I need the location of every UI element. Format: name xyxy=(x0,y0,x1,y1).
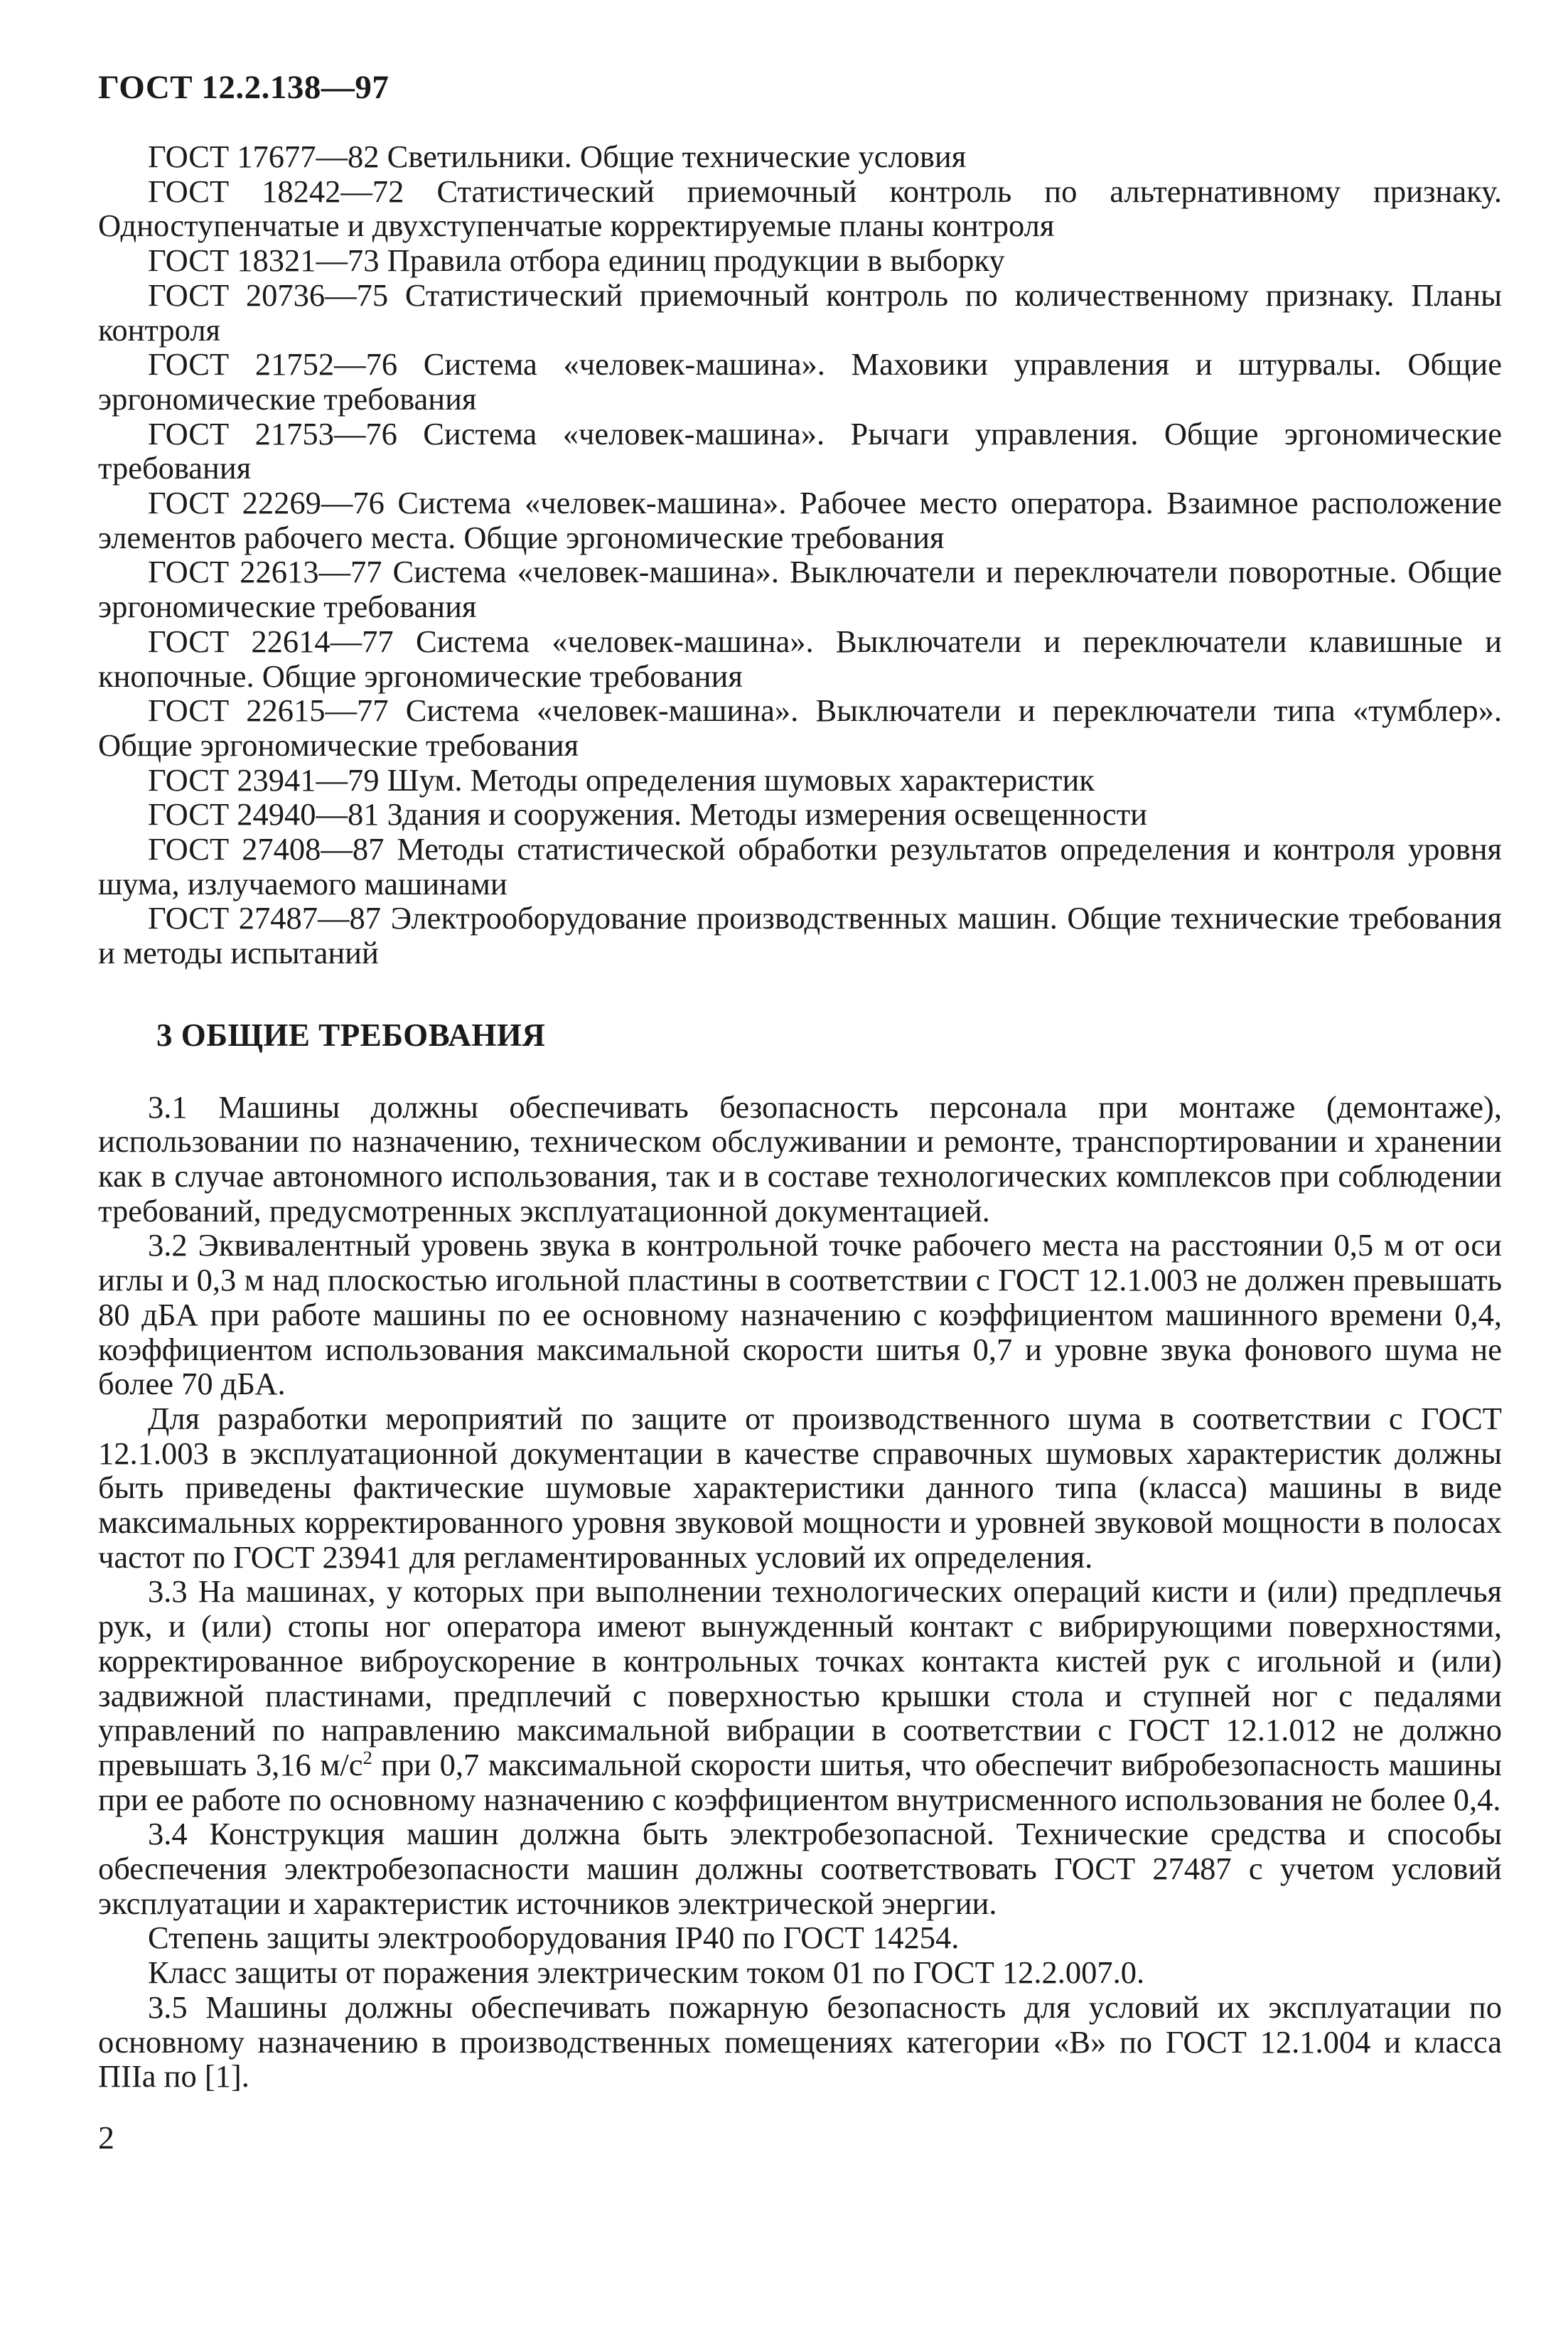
paragraph-3-5: 3.5 Машины должны обеспечивать пожарную безопасность для условий их эксплуатации по основному назначению в производственных помещениях категории «В» по ГОСТ 12.1.004 и класса ПIIа по [1]. xyxy=(98,1989,1502,2095)
reference-item xyxy=(98,693,1502,762)
reference-text: Методы статистической обработки результатов определения и контроля уровня шума, излучаемого машинами xyxy=(98,831,1502,902)
reference-code: ГОСТ 18321—73 xyxy=(148,242,380,279)
reference-text: Здания и сооружения. Методы измерения освещенности xyxy=(387,796,1147,833)
reference-item xyxy=(98,763,1502,798)
reference-code: ГОСТ 22269—76 xyxy=(148,485,385,521)
reference-text: Светильники. Общие технические условия xyxy=(387,139,967,174)
reference-text: Система «человек-машина». Выключатели и переключатели клавишные и кнопочные. Общие эргономические требования xyxy=(98,623,1502,694)
reference-item xyxy=(98,624,1502,693)
reference-list xyxy=(98,139,1502,970)
page-header: ГОСТ 12.2.138—97 xyxy=(98,69,390,106)
paragraph-3-4-protection: Степень защиты электрооборудования IP40 по ГОСТ 14254. xyxy=(148,1920,960,1956)
reference-code: ГОСТ 27487—87 xyxy=(148,900,381,936)
reference-item xyxy=(98,347,1502,416)
paragraph-3-4: 3.4 Конструкция машин должна быть электробезопасной. Технические средства и способы обеспечения электробезопасности машин должны соответствовать ГОСТ 27487 с учетом условий эксплуатации и характеристик источников электрической энергии. xyxy=(98,1816,1502,1921)
reference-code: ГОСТ 22613—77 xyxy=(148,554,382,590)
reference-item xyxy=(98,278,1502,347)
reference-code: ГОСТ 22615—77 xyxy=(148,692,389,729)
reference-text: Электрооборудование производственных машин. Общие технические требования и методы испытаний xyxy=(98,900,1502,971)
reference-item xyxy=(98,901,1502,970)
reference-code: ГОСТ 18242—72 xyxy=(148,173,404,209)
reference-code: ГОСТ 24940—81 xyxy=(148,796,380,833)
reference-item xyxy=(98,797,1502,832)
reference-item xyxy=(98,243,1502,278)
paragraph-3-3-text: 3.3 На машинах, у которых при выполнении технологических операций кисти и (или) предплечья рук, и (или) стопы ног оператора имеют вынужденный контакт с вибрирующими поверхностями, корректированное виброускорение в контрольных точках контакта кистей рук с игольной и (или) задвижной пластинами, предплечий с поверхностью крышки стола и ступней ног с педалями управлений по направлению максимальной вибрации в соответствии с ГОСТ 12.1.012 не должно превышать 3,16 м/с xyxy=(98,1573,1502,1782)
superscript-exponent: 2 xyxy=(363,1747,372,1769)
page-number: 2 xyxy=(98,2119,114,2156)
reference-text: Шум. Методы определения шумовых характеристик xyxy=(387,761,1095,798)
reference-code: ГОСТ 27408—87 xyxy=(148,831,385,867)
reference-code: ГОСТ 22614—77 xyxy=(148,623,394,659)
reference-item xyxy=(98,139,1502,174)
reference-text: Система «человек-машина». Маховики управления и штурвалы. Общие эргономические требования xyxy=(98,346,1502,417)
reference-code: ГОСТ 23941—79 xyxy=(148,761,380,798)
reference-text: Статистический приемочный контроль по количественному признаку. Планы контроля xyxy=(98,277,1503,348)
reference-item xyxy=(98,174,1502,243)
paragraph-3-1: 3.1 Машины должны обеспечивать безопасность персонала при монтаже (демонтаже), использовании по назначению, техническом обслуживании и ремонте, транспортировании и хранении как в случае автономного использования, так и в составе технологических комплексов при соблюдении требований, предусмотренных эксплуатационной документацией. xyxy=(98,1088,1502,1229)
reference-item xyxy=(98,555,1502,624)
reference-text: Система «человек-машина». Выключатели и переключатели типа «тумблер». Общие эргономические требования xyxy=(98,692,1502,763)
reference-item xyxy=(98,486,1502,555)
paragraph-3-3 xyxy=(98,1574,1502,1817)
reference-text: Статистический приемочный контроль по альтернативному признаку. Одноступенчатые и двухступенчатые корректируемые планы контроля xyxy=(98,173,1502,244)
section-title: 3 ОБЩИЕ ТРЕБОВАНИЯ xyxy=(156,1017,546,1053)
paragraph-3-2-noise: Для разработки мероприятий по защите от производственного шума в соответствии с ГОСТ 12.1.003 в эксплуатационной документации в качестве справочных шумовых характеристик должны быть приведены фактические шумовые характеристики данного типа (класса) машины в виде максимальных корректированного уровня звуковой мощности и уровней звуковой мощности в полосах частот по ГОСТ 23941 для регламентированных условий их определения. xyxy=(98,1400,1502,1575)
reference-code: ГОСТ 20736—75 xyxy=(148,277,389,313)
reference-text: Система «человек-машина». Выключатели и переключатели поворотные. Общие эргономические требования xyxy=(98,554,1502,625)
paragraph-3-3-text-cont: при 0,7 максимальной скорости шитья, что обеспечит вибробезопасность машины при ее работе по основному назначению с коэффициентом внутрисменного использования не более 0,4. xyxy=(98,1746,1502,1817)
reference-item xyxy=(98,832,1502,901)
paragraph-3-4-class: Класс защиты от поражения электрическим током 01 по ГОСТ 12.2.007.0. xyxy=(148,1954,1145,1991)
paragraph-3-2: 3.2 Эквивалентный уровень звука в контрольной точке рабочего места на расстоянии 0,5 м от оси иглы и 0,3 м над плоскостью игольной пластины в соответствии с ГОСТ 12.1.003 не должен превышать 80 дБА при работе машины по ее основному назначению с коэффициентом машинного времени 0,4, коэффициентом использования максимальной скорости шитья 0,7 и уровне звука фонового шума не более 70 дБА. xyxy=(98,1227,1502,1402)
reference-code: ГОСТ 21753—76 xyxy=(148,415,397,451)
reference-text: Система «человек-машина». Рабочее место оператора. Взаимное расположение элементов рабочего места. Общие эргономические требования xyxy=(98,485,1502,555)
reference-code: ГОСТ 21752—76 xyxy=(148,346,398,383)
reference-code: ГОСТ 17677—82 xyxy=(148,139,380,174)
reference-text: Система «человек-машина». Рычаги управления. Общие эргономические требования xyxy=(98,415,1502,486)
reference-item xyxy=(98,417,1502,486)
document-body xyxy=(98,139,1502,2094)
reference-text: Правила отбора единиц продукции в выборку xyxy=(387,242,1005,279)
